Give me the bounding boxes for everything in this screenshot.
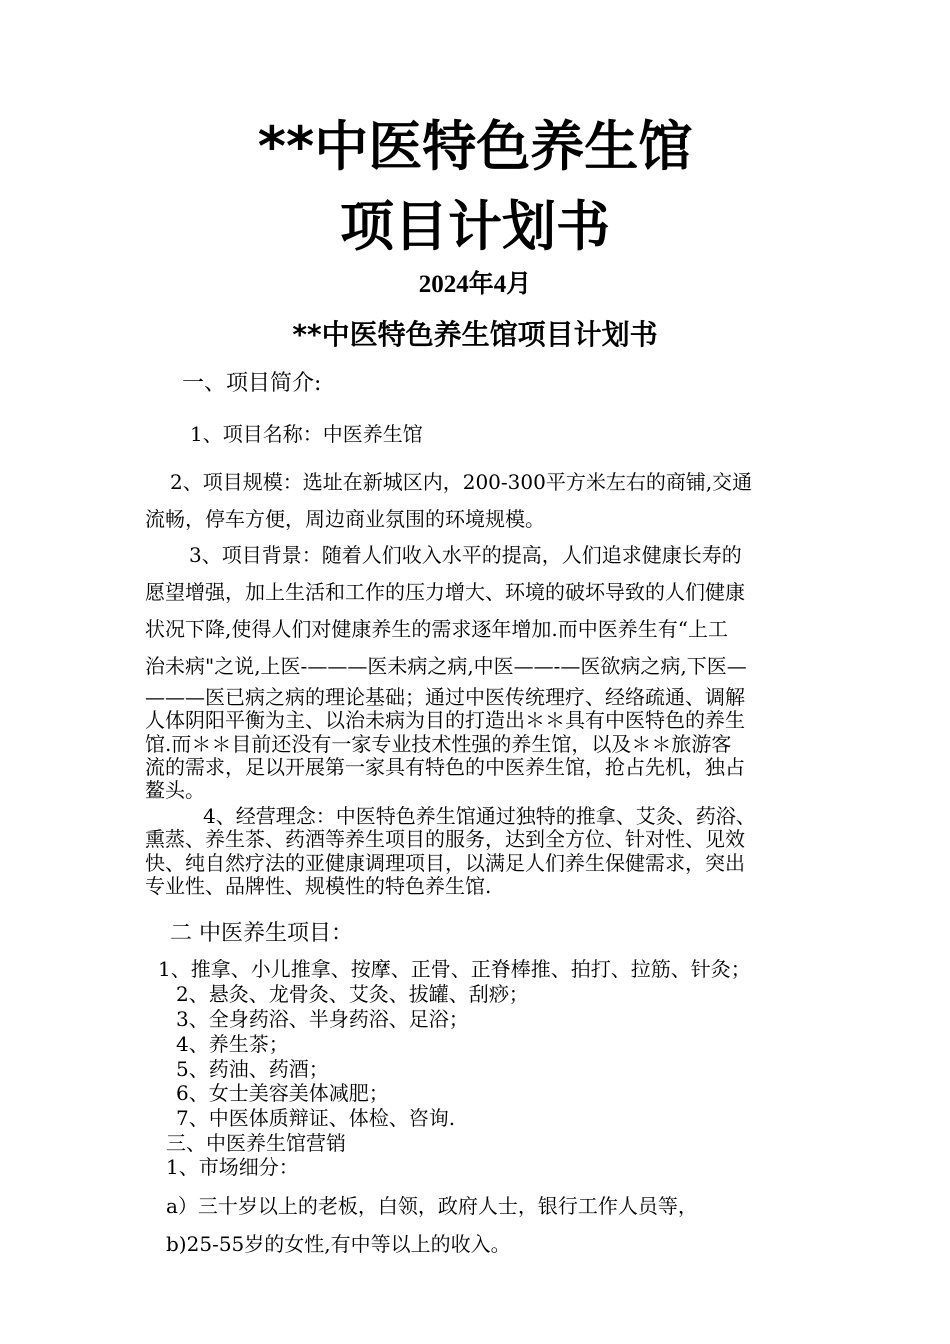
item3-line: 3、项目背景：随着人们收入水平的提高，人们追求健康长寿的 — [189, 543, 742, 567]
item2-line: 流畅，停车方便，周边商业氛围的环境规模。 — [145, 507, 545, 531]
section2-item: 3、全身药浴、半身药浴、足浴； — [176, 1007, 469, 1031]
section1-item3-continued — [145, 686, 821, 802]
item3-line: 愿望增强，加上生活和工作的压力增大、环境的破坏导致的人们健康 — [145, 580, 745, 604]
section1-item4 — [145, 805, 821, 898]
section3-sub1: 1、市场细分： — [166, 1155, 299, 1179]
item4-line: 快、纯自然疗法的亚健康调理项目，以满足人们养生保健需求，突出 — [145, 850, 745, 875]
item3-line: 人体阴阳平衡为主、以治未病为目的打造出＊＊具有中医特色的养生 — [145, 708, 745, 733]
section2-item: 6、女士美容美体减肥； — [176, 1081, 389, 1105]
section2-item: 7、中医体质辩证、体检、咨询. — [176, 1106, 456, 1130]
market-segment-a: a）三十岁以上的老板，白领，政府人士，银行工作人员等， — [166, 1194, 698, 1218]
cover-title-line1: **中医特色养生馆 — [257, 115, 693, 178]
section1-item3 — [145, 537, 821, 685]
section2-item: 5、药油、药酒； — [176, 1057, 329, 1081]
section3-heading: 三、中医养生馆营销 — [166, 1131, 346, 1155]
section2-heading: 二 中医养生项目： — [170, 921, 353, 946]
section2-item: 4、养生茶； — [176, 1032, 289, 1056]
section1-item2 — [145, 464, 821, 538]
item3-line: 馆.而＊＊目前还没有一家专业技术性强的养生馆，以及＊＊旅游客 — [145, 731, 732, 756]
market-segment-b: b)25-55岁的女性,有中等以上的收入。 — [166, 1232, 511, 1256]
item4-line: 4、经营理念：中医特色养生馆通过独特的推拿、艾灸、药浴、 — [203, 804, 756, 828]
item3-line: 治未病"之说,上医-———医未病之病,中医——-—医欲病之病,下医— — [145, 654, 747, 678]
document-title: **中医特色养生馆项目计划书 — [292, 318, 658, 351]
section2-item: 2、悬灸、龙骨灸、艾灸、拔罐、刮痧； — [176, 982, 529, 1006]
item3-line: 鳌头。 — [145, 778, 205, 803]
cover-title-line2: 项目计划书 — [340, 195, 610, 258]
item4-line: 专业性、品牌性、规模性的特色养生馆. — [145, 873, 492, 898]
section1-heading: 一、项目简介: — [182, 371, 322, 396]
item3-line: ———医已病之病的理论基础；通过中医传统理疗、经络疏通、调解 — [145, 685, 745, 709]
item3-line: 流的需求，足以开展第一家具有特色的中医养生馆，抢占先机，独占 — [145, 754, 745, 779]
item3-line: 状况下降,使得人们对健康养生的需求逐年增加.而中医养生有“上工 — [145, 617, 728, 641]
section1-item1: 1、项目名称：中医养生馆 — [190, 422, 423, 446]
section2-item: 1、推拿、小儿推拿、按摩、正骨、正脊棒推、拍打、拉筋、针灸； — [158, 957, 751, 981]
item2-line: 2、项目规模：选址在新城区内，200-300平方米左右的商铺,交通 — [170, 470, 753, 494]
item4-line: 熏蒸、养生茶、药酒等养生项目的服务，达到全方位、针对性、见效 — [145, 827, 745, 852]
cover-date: 2024年4月 — [418, 271, 532, 298]
